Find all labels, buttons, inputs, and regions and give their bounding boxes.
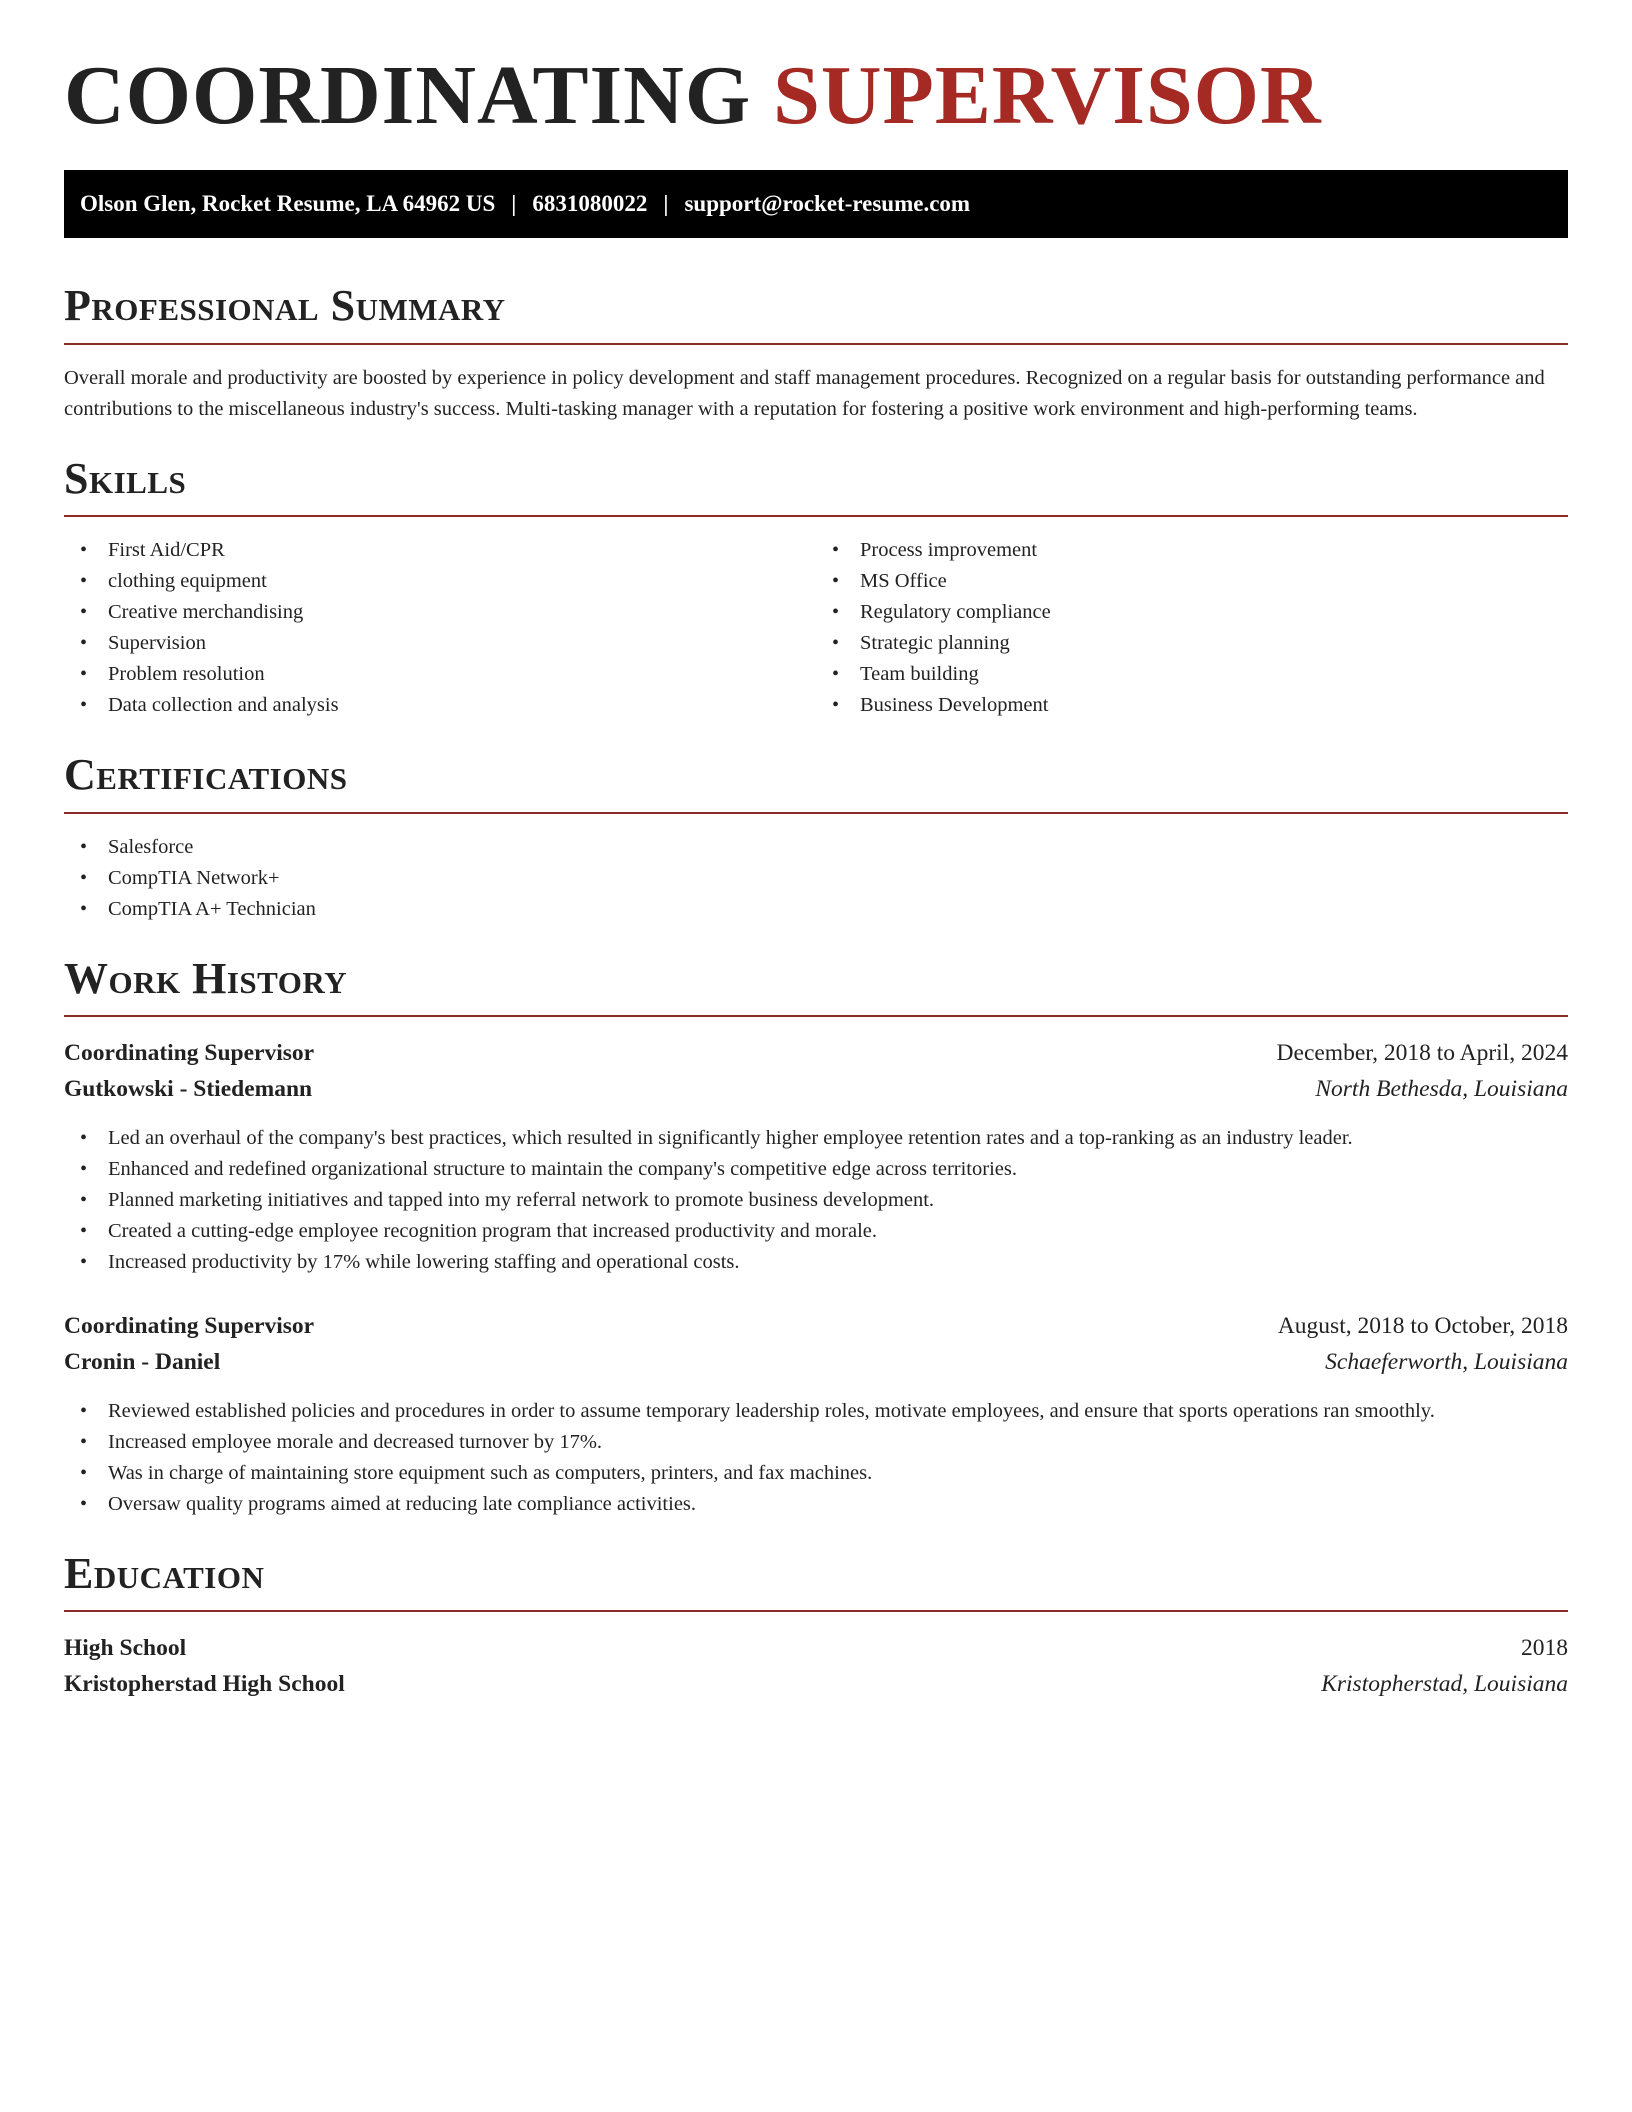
section-divider [64,1015,1568,1017]
skills-section [64,455,1568,721]
job-bullets [64,1123,1568,1278]
skill-item: • MS Office [816,566,1568,597]
skills-list-left [64,535,816,721]
skill-item: • Regulatory compliance [816,597,1568,628]
contact-address: Olson Glen, Rocket Resume, LA 64962 US [80,191,496,217]
skill-item: • First Aid/CPR [64,535,816,566]
job-company-row [64,1071,1568,1107]
job-bullet: • Created a cutting-edge employee recognition program that increased productivity and morale. [64,1216,1568,1247]
job-bullet: • Planned marketing initiatives and tapped into my referral network to promote business development. [64,1185,1568,1216]
contact-separator: | [663,191,669,217]
section-title-summary: Professional Summary [64,281,506,331]
section-title-skills: Skills [64,453,187,503]
section-title-work-history: Work History [64,953,348,1003]
job-company-row [64,1344,1568,1380]
skill-item: • Supervision [64,628,816,659]
certification-item: • Salesforce [64,832,1568,863]
job-header-row [64,1308,1568,1344]
contact-bar [64,170,1568,238]
skill-item: • Process improvement [816,535,1568,566]
skills-list-right [816,535,1568,721]
job-bullet: • Enhanced and redefined organizational structure to maintain the company's competitive edge across territories. [64,1154,1568,1185]
section-divider [64,1610,1568,1612]
skill-item: • Business Development [816,690,1568,721]
job-bullets [64,1396,1568,1520]
job-bullet: • Was in charge of maintaining store equipment such as computers, printers, and fax machines. [64,1458,1568,1489]
certification-item: • CompTIA Network+ [64,863,1568,894]
resume-name [64,50,1568,142]
name-last: SUPERVISOR [773,49,1322,142]
contact-separator: | [511,191,517,217]
name-first: COORDINATING [64,49,752,142]
education-school: Kristopherstad High School [64,1671,345,1698]
section-title-certifications: Certifications [64,750,348,800]
certification-item: • CompTIA A+ Technician [64,894,1568,925]
skill-item: • clothing equipment [64,566,816,597]
certifications-list [64,832,1568,925]
section-divider [64,515,1568,517]
job-bullet: • Oversaw quality programs aimed at reducing late compliance activities. [64,1489,1568,1520]
job-entry [64,1035,1568,1278]
summary-text: Overall morale and productivity are boosted by experience in policy development and staff management procedures. Recognized on a regular basis for outstanding performance and contributions to the miscellaneous industry's success. Multi-tasking manager with a reputation for fostering a positive work environment and high-performing teams. [64,366,1545,420]
skill-item: • Problem resolution [64,659,816,690]
job-entry [64,1308,1568,1520]
skill-item: • Team building [816,659,1568,690]
skill-item: • Creative merchandising [64,597,816,628]
skill-item: • Strategic planning [816,628,1568,659]
job-bullet: • Increased employee morale and decreased turnover by 17%. [64,1427,1568,1458]
job-company: Cronin - Daniel [64,1348,221,1375]
job-company: Gutkowski - Stiedemann [64,1075,313,1102]
contact-email: support@rocket-resume.com [684,191,971,217]
education-year: 2018 [1521,1635,1568,1662]
work-history-section [64,955,1568,1520]
education-degree: High School [64,1635,187,1662]
job-location: North Bethesda, Louisiana [1315,1075,1568,1102]
education-location: Kristopherstad, Louisiana [1321,1671,1568,1698]
section-divider [64,812,1568,814]
education-school-row [64,1666,1568,1702]
skill-item: • Data collection and analysis [64,690,816,721]
section-title-education: Education [64,1548,265,1598]
summary-section [64,282,1568,424]
job-bullet: • Reviewed established policies and procedures in order to assume temporary leadership roles, motivate employees, and ensure that sports operations ran smoothly. [64,1396,1568,1427]
job-location: Schaeferworth, Louisiana [1325,1348,1568,1375]
education-section [64,1550,1568,1702]
job-dates: December, 2018 to April, 2024 [1276,1039,1568,1066]
section-divider [64,343,1568,345]
job-bullet: • Increased productivity by 17% while lowering staffing and operational costs. [64,1247,1568,1278]
skills-grid [64,535,1568,721]
education-degree-row [64,1630,1568,1666]
certifications-section [64,751,1568,924]
job-bullet: • Led an overhaul of the company's best practices, which resulted in significantly higher employee retention rates and a top-ranking as an industry leader. [64,1123,1568,1154]
job-position: Coordinating Supervisor [64,1312,315,1339]
job-position: Coordinating Supervisor [64,1039,315,1066]
job-dates: August, 2018 to October, 2018 [1277,1312,1568,1339]
job-header-row [64,1035,1568,1071]
contact-phone: 6831080022 [532,191,648,217]
